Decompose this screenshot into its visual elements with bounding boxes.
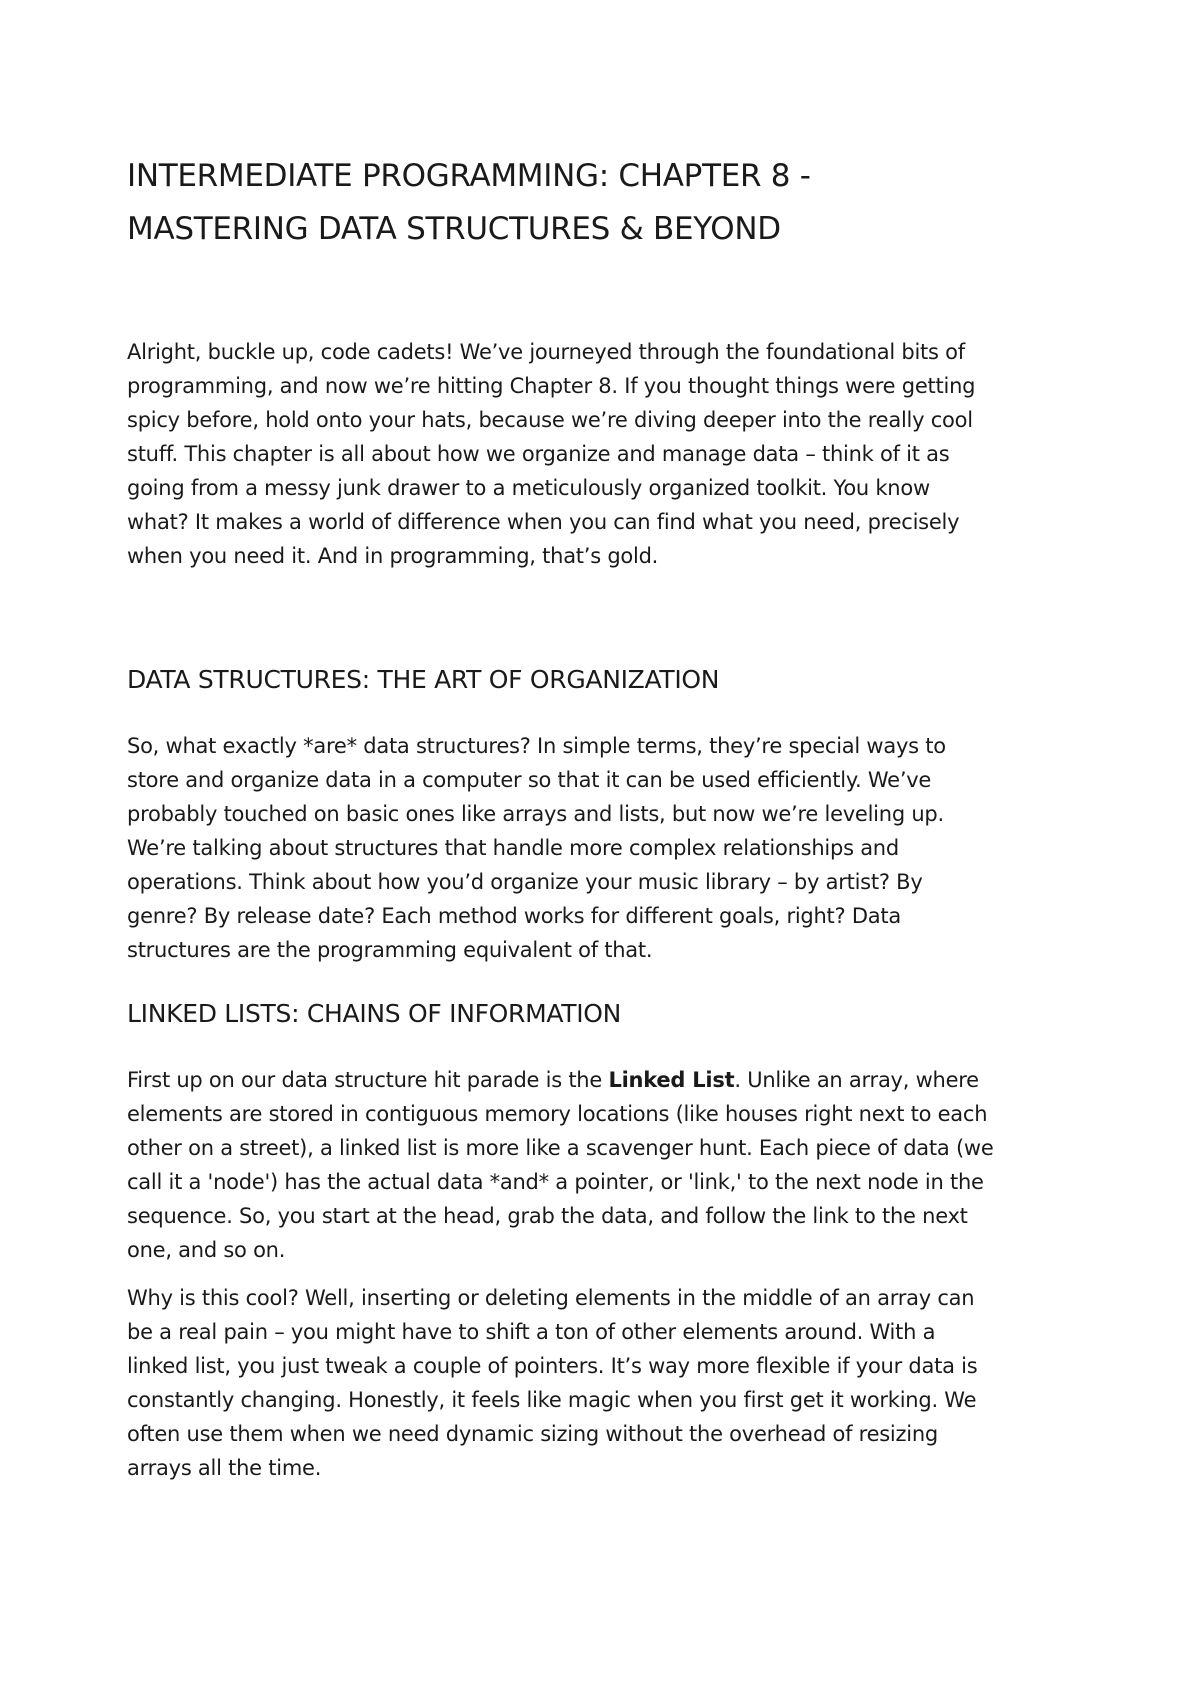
text-line: Why is this cool? Well, inserting or deleting elements in the middle of an array can	[127, 1286, 975, 1310]
section-heading-data-structures: DATA STRUCTURES: THE ART OF ORGANIZATION	[127, 665, 720, 694]
title-line-1: INTERMEDIATE PROGRAMMING: CHAPTER 8 -	[127, 158, 811, 194]
text-line: one, and so on.	[127, 1238, 286, 1262]
title-line-2: MASTERING DATA STRUCTURES & BEYOND	[127, 211, 781, 247]
page-title	[127, 150, 1087, 256]
linked-list-paragraph-2	[127, 1281, 1087, 1485]
text-line: operations. Think about how you’d organize your music library – by artist? By	[127, 870, 923, 894]
text-line: when you need it. And in programming, that’s gold.	[127, 544, 659, 568]
text-line: other on a street), a linked list is more like a scavenger hunt. Each piece of data (we	[127, 1136, 994, 1160]
text-line: linked list, you just tweak a couple of pointers. It’s way more flexible if your data is	[127, 1354, 978, 1378]
linked-list-term: Linked List	[608, 1068, 735, 1092]
text-line: So, what exactly *are* data structures? In simple terms, they’re special ways to	[127, 734, 946, 758]
section-heading-linked-lists: LINKED LISTS: CHAINS OF INFORMATION	[127, 999, 622, 1028]
text-line: spicy before, hold onto your hats, because we’re diving deeper into the really cool	[127, 408, 973, 432]
text-line: call it a 'node') has the actual data *and* a pointer, or 'link,' to the next node in the	[127, 1170, 984, 1194]
text-line: going from a messy junk drawer to a meticulously organized toolkit. You know	[127, 476, 930, 500]
intro-paragraph	[127, 335, 1087, 573]
text-line: be a real pain – you might have to shift a ton of other elements around. With a	[127, 1320, 936, 1344]
text-line: Alright, buckle up, code cadets! We’ve journeyed through the foundational bits of	[127, 340, 965, 364]
text-line: We’re talking about structures that handle more complex relationships and	[127, 836, 899, 860]
linked-list-paragraph-1	[127, 1063, 1087, 1267]
text-line: elements are stored in contiguous memory locations (like houses right next to each	[127, 1102, 988, 1126]
text-line: constantly changing. Honestly, it feels like magic when you first get it working. We	[127, 1388, 977, 1412]
text-line: stuff. This chapter is all about how we organize and manage data – think of it as	[127, 442, 950, 466]
text-line: what? It makes a world of difference when you can find what you need, precisely	[127, 510, 960, 534]
text-line: store and organize data in a computer so that it can be used efficiently. We’ve	[127, 768, 932, 792]
text-line: First up on our data structure hit parade is the Linked List. Unlike an array, where	[127, 1068, 979, 1092]
text-line: probably touched on basic ones like arrays and lists, but now we’re leveling up.	[127, 802, 944, 826]
text-line: often use them when we need dynamic sizing without the overhead of resizing	[127, 1422, 939, 1446]
text-line: arrays all the time.	[127, 1456, 322, 1480]
text-line: sequence. So, you start at the head, grab the data, and follow the link to the next	[127, 1204, 968, 1228]
data-structures-paragraph	[127, 729, 1087, 967]
text-line: programming, and now we’re hitting Chapter 8. If you thought things were getting	[127, 374, 976, 398]
text-line: structures are the programming equivalent of that.	[127, 938, 653, 962]
text-line: genre? By release date? Each method works for different goals, right? Data	[127, 904, 901, 928]
